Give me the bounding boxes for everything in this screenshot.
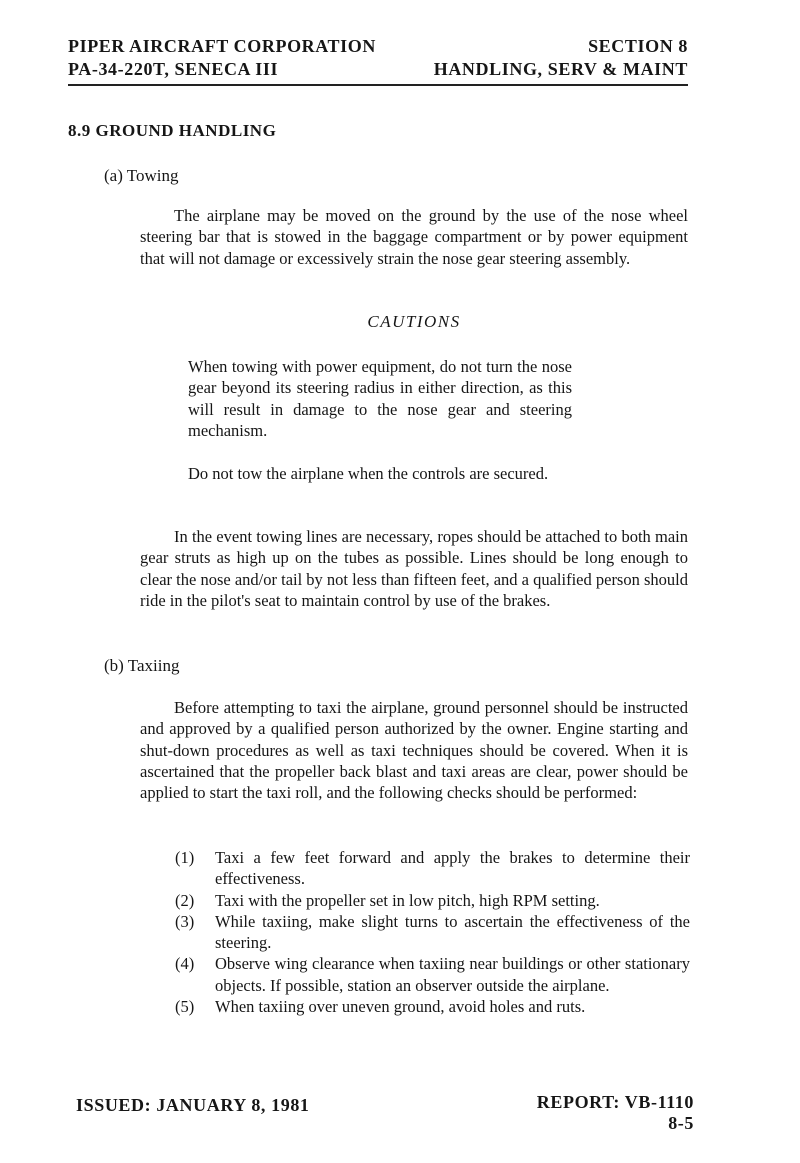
- towing-paragraph-2: In the event towing lines are necessary, ropes should be attached to both main gear struts as high up on the tubes as possible. Lines should be long enough to clear the nose and/or tail by not less than fifteen feet, and a qualified person should ride in the pilot's seat to maintain control by use of the brakes.: [140, 527, 688, 610]
- towing-heading: (a) Towing: [104, 166, 179, 185]
- header-company: PIPER AIRCRAFT CORPORATION: [68, 36, 376, 56]
- taxi-checks-list: [172, 847, 690, 1017]
- taxiing-heading: (b) Taxiing: [104, 656, 180, 675]
- cautions-title: CAUTIONS: [367, 312, 461, 331]
- caution-1: When towing with power equipment, do not turn the nose gear beyond its steering radius in either direction, as this will result in damage to the nose gear and steering mechanism.: [188, 357, 572, 440]
- step-number: (2): [175, 890, 195, 910]
- footer-page-number: 8-5: [668, 1113, 694, 1133]
- step-text: While taxiing, make slight turns to ascertain the effectiveness of the steering.: [215, 911, 690, 953]
- header-section: SECTION 8: [588, 36, 688, 56]
- section-heading: 8.9 GROUND HANDLING: [68, 121, 277, 140]
- towing-paragraph-1: The airplane may be moved on the ground by the use of the nose wheel steering bar that is stowed in the baggage compartment or by power equipment that will not damage or excessively strain the nose gear steering assembly.: [140, 206, 688, 268]
- caution-2: Do not tow the airplane when the controls are secured.: [188, 464, 549, 483]
- header-rule: [68, 84, 688, 86]
- list-item: [172, 996, 690, 1017]
- header-model: PA-34-220T, SENECA III: [68, 59, 279, 79]
- step-number: (1): [175, 848, 195, 867]
- step-number: (4): [175, 954, 195, 974]
- step-text: Observe wing clearance when taxiing near buildings or other stationary objects. If possible, station an observer outside the airplane.: [215, 954, 690, 995]
- step-text: When taxiing over uneven ground, avoid holes and ruts.: [215, 997, 586, 1017]
- step-text: Taxi with the propeller set in low pitch, high RPM setting.: [215, 890, 600, 910]
- list-item: [172, 847, 690, 890]
- list-item: [172, 911, 690, 954]
- step-number: (5): [175, 997, 195, 1017]
- header-section-title: HANDLING, SERV & MAINT: [433, 59, 688, 79]
- list-item: [172, 890, 690, 911]
- list-item: [172, 953, 690, 996]
- step-text: Taxi a few feet forward and apply the brakes to determine their effectiveness.: [215, 848, 690, 889]
- footer-report: REPORT: VB-1110: [536, 1092, 694, 1112]
- footer-issued: ISSUED: JANUARY 8, 1981: [76, 1095, 310, 1115]
- taxiing-paragraph: Before attempting to taxi the airplane, ground personnel should be instructed and approved by a qualified person authorized by the owner. Engine starting and shut-down procedures as well as taxi techniques should be covered. When it is ascertained that the propeller back blast and taxi areas are clear, power should be applied to start the taxi roll, and the following checks should be performed:: [140, 698, 688, 803]
- step-number: (3): [175, 911, 195, 931]
